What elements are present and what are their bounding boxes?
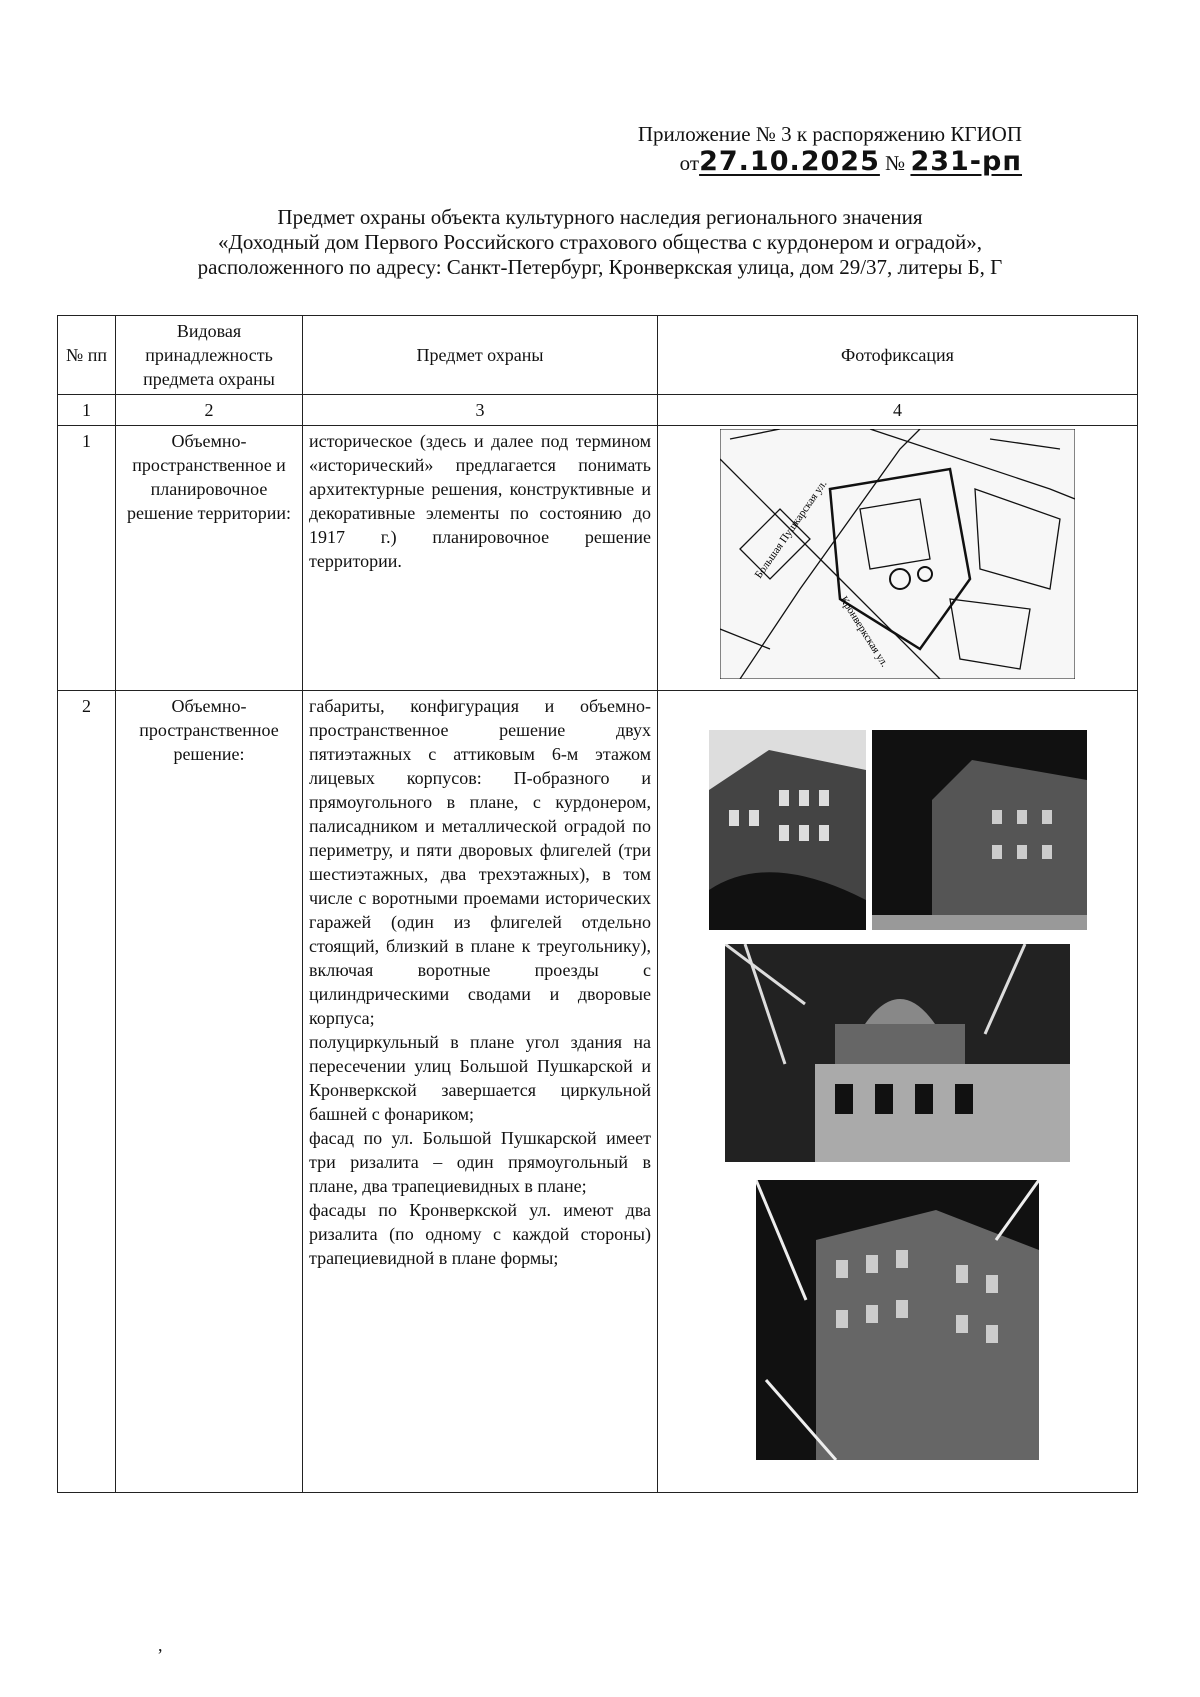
col-number: 2 xyxy=(116,395,303,426)
header-num: № пп xyxy=(58,316,116,395)
row-type: Объемно-пространственное решение: xyxy=(116,691,303,1493)
building-photo-4 xyxy=(756,1180,1039,1460)
site-plan-map xyxy=(720,429,1075,679)
row-subject: историческое (здесь и далее под термином «исторический» предлагается понимать архитектурные решения, конструктивные и декоративные элементы по состоянию до 1917 г.) планировочное решение территории. xyxy=(303,426,658,691)
subject-paragraph: фасад по ул. Большой Пушкарской имеет три ризалита – один прямоугольный в плане, два трапециевидных в плане; xyxy=(309,1128,651,1196)
row-type: Объемно-пространственное и планировочное решение территории: xyxy=(116,426,303,691)
photo-cell xyxy=(658,691,1138,1493)
row-subject xyxy=(303,691,658,1493)
handwritten-number: 231-рп xyxy=(910,146,1022,177)
appendix-header xyxy=(638,120,1022,177)
building-photo-2 xyxy=(872,730,1087,930)
protection-table xyxy=(57,315,1138,1493)
title-line-3: расположенного по адресу: Санкт-Петербург, Кронверкская улица, дом 29/37, литеры Б, Г xyxy=(197,255,1003,279)
building-photo-3 xyxy=(725,944,1070,1162)
building-photo-1 xyxy=(709,730,866,930)
table-row xyxy=(58,691,1138,1493)
appendix-line: Приложение № 3 к распоряжению КГИОП xyxy=(637,122,1022,146)
title-line-1: Предмет охраны объекта культурного наследия регионального значения xyxy=(277,205,923,229)
stray-mark: , xyxy=(158,1635,163,1655)
column-number-row xyxy=(58,395,1138,426)
col-number: 4 xyxy=(658,395,1138,426)
order-line xyxy=(680,148,1022,177)
row-num: 2 xyxy=(58,691,116,1493)
map-street-label: Большая Пушкарская ул. xyxy=(752,478,830,581)
col-number: 3 xyxy=(303,395,658,426)
subject-paragraph: фасады по Кронверкской ул. имеют два ризалита (по одному с каждой стороны) трапециевидной в плане формы; xyxy=(309,1200,651,1268)
header-subject: Предмет охраны xyxy=(303,316,658,395)
header-row xyxy=(58,316,1138,395)
map-street-label: Кронверкская ул. xyxy=(837,594,891,670)
handwritten-date: 27.10.2025 xyxy=(699,146,880,177)
subject-paragraph: габариты, конфигурация и объемно-пространственное решение двух пятиэтажных с аттиковым 6-м этажом лицевых корпусов: П-образного и прямоугольного в плане, с курдонером, палисадником и металлической оградой по периметру, и пяти дворовых флигелей (три шестиэтажных, два трехэтажных), в том числе с воротными проемами исторических гаражей (один из флигелей отдельно стоящий, близкий в плане к треугольнику), включая воротные проезды с цилиндрическими сводами и дворовые корпуса; xyxy=(309,696,651,1028)
photo-cell xyxy=(658,426,1138,691)
from-label: от xyxy=(679,151,700,175)
header-type: Видовая принадлежность предмета охраны xyxy=(116,316,303,395)
title-line-2: «Доходный дом Первого Российского страхового общества с курдонером и оградой», xyxy=(218,230,982,254)
row-num: 1 xyxy=(58,426,116,691)
col-number: 1 xyxy=(58,395,116,426)
table-row xyxy=(58,426,1138,691)
subject-paragraph: полуциркульный в плане угол здания на пересечении улиц Большой Пушкарской и Кронверкской завершается циркульной башней с фонариком; xyxy=(309,1032,651,1124)
number-label: № xyxy=(885,151,906,175)
document-title xyxy=(60,205,1140,280)
header-photo: Фотофиксация xyxy=(658,316,1138,395)
